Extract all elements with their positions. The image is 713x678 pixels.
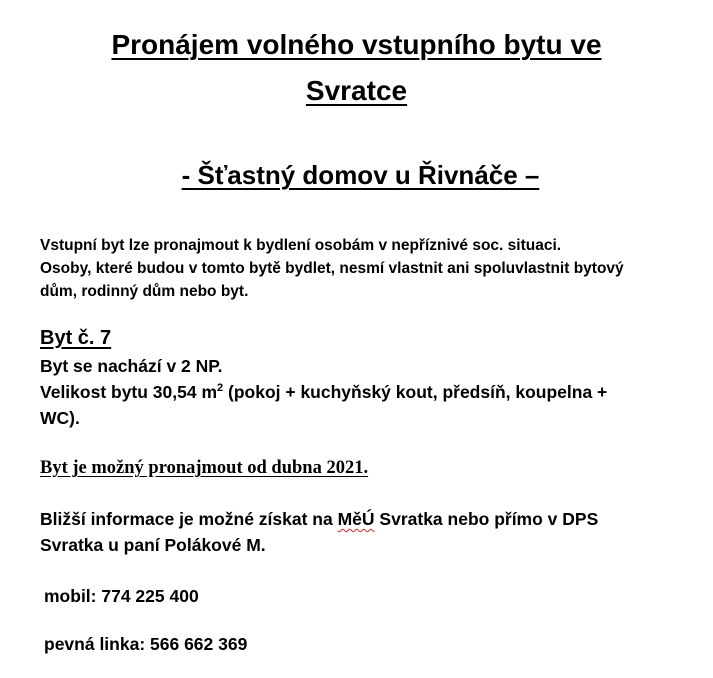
intro-line-3: dům, rodinný dům nebo byt. xyxy=(40,283,249,300)
info-prefix: Bližší informace je možné získat na xyxy=(40,509,338,529)
info-middle: Svratka nebo přímo v DPS xyxy=(374,509,599,529)
contact-mobile: mobil: 774 225 400 xyxy=(44,586,199,606)
rent-notice: Byt je možný pronajmout od dubna 2021. xyxy=(40,458,369,478)
apartment-floor: Byt se nachází v 2 NP. xyxy=(40,356,223,376)
info-line-2: Svratka u paní Polákové M. xyxy=(40,535,266,555)
info-line-1 xyxy=(40,506,680,532)
subtitle-prefix: - xyxy=(181,160,198,190)
apartment-heading: Byt č. 7 xyxy=(40,327,112,349)
intro-paragraph xyxy=(40,234,680,303)
subtitle-text: Šťastný domov u Řivnáče – xyxy=(197,160,540,190)
contact-landline: pevná linka: 566 662 369 xyxy=(44,634,248,654)
info-paragraph xyxy=(40,506,680,558)
subtitle xyxy=(0,155,713,195)
apartment-size-superscript: 2 xyxy=(217,382,224,395)
intro-line-1: Vstupní byt lze pronajmout k bydlení osobám v nepříznivé soc. situaci. xyxy=(40,237,562,254)
title-line-1: Pronájem volného vstupního bytu ve xyxy=(111,29,602,60)
apartment-size-prefix: Velikost bytu 30,54 m xyxy=(40,382,218,402)
office-abbreviation: MěÚ xyxy=(337,509,375,529)
apartment-size-line-2: WC). xyxy=(40,408,80,428)
title-line-2: Svratce xyxy=(305,75,408,106)
apartment-size-suffix: (pokoj + kuchyňský kout, předsíň, koupelna + xyxy=(223,382,608,402)
intro-line-2: Osoby, které budou v tomto bytě bydlet, nesmí vlastnit ani spoluvlastnit bytový xyxy=(40,260,624,277)
apartment-size xyxy=(40,379,680,405)
apartment-details xyxy=(40,353,680,431)
